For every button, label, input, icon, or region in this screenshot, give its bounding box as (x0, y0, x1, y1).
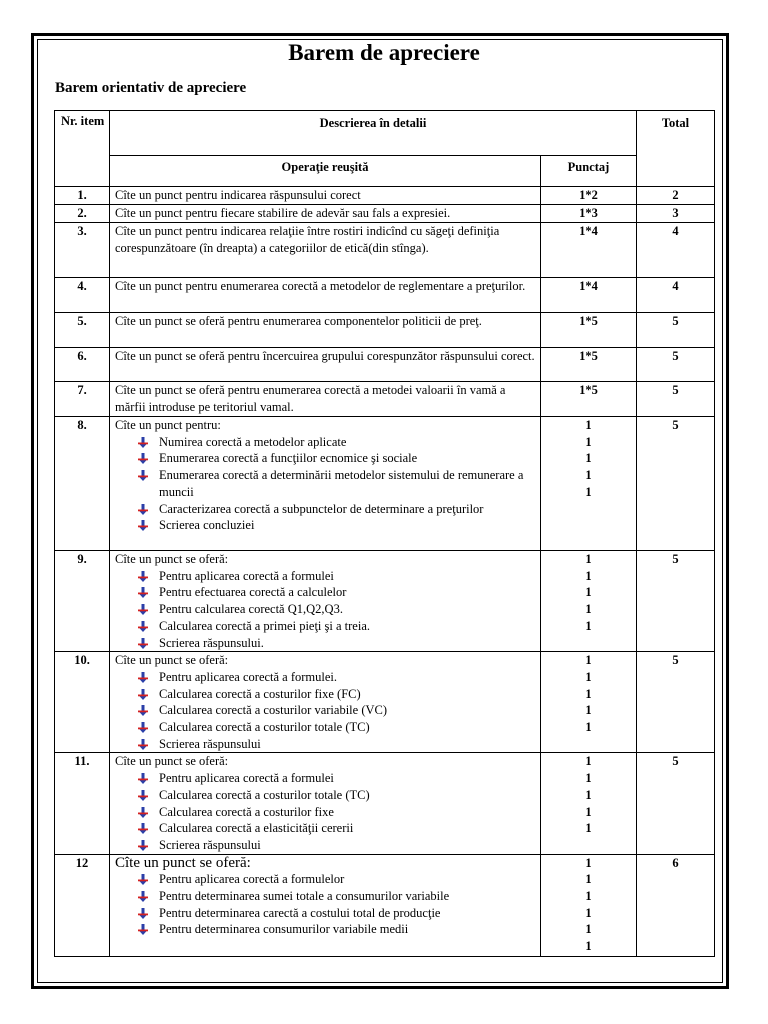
criteria-item (138, 888, 536, 905)
arrow-down-bullet-icon (138, 453, 148, 464)
criteria-text: Scrierea răspunsului (159, 736, 261, 751)
item-description (110, 551, 541, 652)
criteria-text: Scrierea răspunsului (159, 837, 261, 852)
item-total: 6 (637, 854, 715, 956)
item-punctaj: 1*4 (541, 223, 637, 278)
criteria-item (138, 770, 536, 787)
arrow-down-bullet-icon (138, 739, 148, 750)
arrow-down-bullet-icon (138, 689, 148, 700)
item-total: 2 (637, 187, 715, 205)
arrow-down-bullet-icon (138, 773, 148, 784)
item-number: 8. (55, 417, 110, 551)
punctaj-value: 1 (585, 905, 592, 920)
item-number: 7. (55, 382, 110, 417)
criteria-item (138, 837, 536, 854)
table-row (55, 348, 715, 382)
criteria-text: Enumerarea corectă a funcţiilor ecnomice şi sociale (159, 451, 418, 466)
criteria-text: Calcularea corectă a costurilor totale (TC) (159, 720, 370, 735)
table-row (55, 652, 715, 753)
criteria-item (138, 804, 536, 821)
criteria-item (138, 871, 536, 888)
page-title: Barem de apreciere (288, 40, 480, 65)
punctaj-value: 1 (585, 484, 592, 499)
punctaj-value: 1 (585, 855, 592, 870)
item-intro: Cîte un punct pentru: (115, 418, 221, 432)
punctaj-value: 1 (585, 889, 592, 904)
item-intro: Cîte un punct se oferă: (115, 653, 229, 668)
item-number: 11. (55, 753, 110, 854)
criteria-text: Calcularea corectă a costurilor fixe (FC) (159, 686, 361, 701)
item-number: 2. (55, 205, 110, 223)
criteria-item (138, 905, 536, 922)
arrow-down-bullet-icon (138, 587, 148, 598)
arrow-down-bullet-icon (138, 437, 148, 448)
punctaj-value: 1 (585, 771, 592, 786)
item-punctaj (541, 551, 637, 652)
criteria-text: Caracterizarea corectă a subpunctelor de determinare a preţurilor (159, 501, 484, 516)
arrow-down-bullet-icon (138, 705, 148, 716)
punctaj-value: 1 (585, 434, 592, 449)
item-description (110, 854, 541, 956)
criteria-text: Pentru determinarea carectă a costului total de producţie (159, 905, 441, 920)
criteria-list (115, 568, 536, 652)
item-punctaj: 1*2 (541, 187, 637, 205)
item-total: 5 (637, 382, 715, 417)
arrow-down-bullet-icon (138, 924, 148, 935)
punctaj-value: 1 (585, 418, 592, 432)
punctaj-value: 1 (585, 585, 592, 600)
punctaj-value: 1 (585, 703, 592, 718)
header-total: Total (637, 111, 715, 187)
punctaj-value: 1 (585, 939, 592, 954)
criteria-text: Calcularea corectă a costurilor fixe (159, 804, 334, 819)
criteria-list (115, 770, 536, 854)
criteria-text: Enumerarea corectă a determinării metodelor sistemului de remunerare a muncii (159, 468, 524, 499)
arrow-down-bullet-icon (138, 604, 148, 615)
item-total: 5 (637, 753, 715, 854)
arrow-down-bullet-icon (138, 840, 148, 851)
punctaj-value: 1 (585, 754, 592, 769)
item-number: 3. (55, 223, 110, 278)
header-punctaj: Punctaj (541, 156, 637, 187)
criteria-text: Calcularea corectă a primei pieţi şi a treia. (159, 618, 370, 633)
table-row (55, 753, 715, 854)
item-total: 5 (637, 417, 715, 551)
table-row (55, 278, 715, 313)
item-punctaj (541, 854, 637, 956)
criteria-item (138, 517, 536, 534)
criteria-item (138, 669, 536, 686)
criteria-text: Pentru aplicarea corectă a formulei (159, 568, 334, 583)
item-intro: Cîte un punct se oferă: (115, 754, 229, 769)
header-description: Descrierea în detalii (110, 111, 637, 156)
criteria-text: Pentru efectuarea corectă a calculelor (159, 585, 347, 600)
criteria-item (138, 736, 536, 753)
item-number: 4. (55, 278, 110, 313)
criteria-text: Scrierea concluziei (159, 518, 255, 533)
page-subtitle: Barem orientativ de apreciere (55, 80, 247, 96)
criteria-item (138, 434, 536, 451)
item-punctaj: 1*5 (541, 313, 637, 348)
item-description: Cîte un punct pentru indicarea relaţiie între rostiri indicînd cu săgeţi definiţia corespunzătoare (în dreapta) a categoriilor de etică(din stînga). (110, 223, 541, 278)
punctaj-value: 1 (585, 552, 592, 566)
criteria-text: Pentru calcularea corectă Q1,Q2,Q3. (159, 602, 343, 617)
item-description (110, 652, 541, 753)
criteria-list (115, 434, 536, 534)
item-total: 4 (637, 278, 715, 313)
arrow-down-bullet-icon (138, 874, 148, 885)
table-row (55, 551, 715, 652)
arrow-down-bullet-icon (138, 823, 148, 834)
punctaj-value: 1 (585, 872, 592, 887)
punctaj-value: 1 (585, 804, 592, 819)
item-number: 12 (55, 854, 110, 956)
arrow-down-bullet-icon (138, 470, 148, 481)
item-description (110, 753, 541, 854)
criteria-text: Pentru determinarea consumurilor variabile medii (159, 922, 409, 937)
item-number: 6. (55, 348, 110, 382)
item-intro: Cîte un punct se oferă: (115, 854, 251, 871)
punctaj-value: 1 (585, 686, 592, 701)
criteria-text: Pentru aplicarea corectă a formulei. (159, 669, 338, 684)
punctaj-value: 1 (585, 821, 592, 836)
item-punctaj: 1*5 (541, 348, 637, 382)
table-row (55, 313, 715, 348)
criteria-item (138, 618, 536, 635)
item-description: Cîte un punct pentru enumerarea corectă a metodelor de reglementare a preţurilor. (110, 278, 541, 313)
arrow-down-bullet-icon (138, 621, 148, 632)
item-total: 4 (637, 223, 715, 278)
barem-table (54, 110, 715, 957)
criteria-text: Numirea corectă a metodelor aplicate (159, 434, 347, 449)
punctaj-value: 1 (585, 720, 592, 735)
arrow-down-bullet-icon (138, 807, 148, 818)
table-row (55, 187, 715, 205)
item-description: Cîte un punct se oferă pentru încercuirea grupului corespunzător răspunsului corect. (110, 348, 541, 382)
criteria-item (138, 719, 536, 736)
criteria-item (138, 921, 536, 938)
table-row (55, 417, 715, 551)
item-description: Cîte un punct se oferă pentru enumerarea corectă a metodei valoarii în vamă a mărfii introduse pe teritoriul vamal. (110, 382, 541, 417)
item-punctaj: 1*5 (541, 382, 637, 417)
criteria-item (138, 787, 536, 804)
criteria-text: Calcularea corectă a costurilor variabile (VC) (159, 703, 388, 718)
criteria-item (138, 467, 536, 500)
header-nr: Nr. item (55, 111, 110, 187)
item-punctaj: 1*3 (541, 205, 637, 223)
punctaj-value: 1 (585, 618, 592, 633)
item-total: 5 (637, 313, 715, 348)
criteria-item (138, 584, 536, 601)
item-total: 5 (637, 348, 715, 382)
punctaj-value: 1 (585, 602, 592, 617)
item-intro: Cîte un punct se oferă: (115, 552, 229, 566)
arrow-down-bullet-icon (138, 520, 148, 531)
item-number: 5. (55, 313, 110, 348)
punctaj-value: 1 (585, 451, 592, 466)
criteria-item (138, 686, 536, 703)
item-punctaj (541, 753, 637, 854)
arrow-down-bullet-icon (138, 891, 148, 902)
criteria-text: Pentru aplicarea corectă a formulei (159, 771, 334, 786)
punctaj-value: 1 (585, 669, 592, 684)
criteria-text: Pentru aplicarea corectă a formulelor (159, 872, 345, 887)
table-row (55, 205, 715, 223)
criteria-text: Scrierea răspunsului. (159, 635, 264, 650)
criteria-item (138, 501, 536, 518)
item-total: 5 (637, 652, 715, 753)
table-row (55, 854, 715, 956)
arrow-down-bullet-icon (138, 571, 148, 582)
criteria-item (138, 820, 536, 837)
table-row (55, 382, 715, 417)
table-row (55, 223, 715, 278)
item-punctaj (541, 417, 637, 551)
item-punctaj: 1*4 (541, 278, 637, 313)
punctaj-value: 1 (585, 787, 592, 802)
punctaj-value: 1 (585, 922, 592, 937)
criteria-list (115, 871, 536, 938)
arrow-down-bullet-icon (138, 908, 148, 919)
punctaj-value: 1 (585, 468, 592, 483)
criteria-text: Calcularea corectă a elasticităţii cererii (159, 821, 354, 836)
arrow-down-bullet-icon (138, 790, 148, 801)
arrow-down-bullet-icon (138, 638, 148, 649)
item-total: 5 (637, 551, 715, 652)
criteria-item (138, 635, 536, 652)
criteria-list (115, 669, 536, 753)
arrow-down-bullet-icon (138, 722, 148, 733)
punctaj-value: 1 (585, 653, 592, 668)
item-description: Cîte un punct se oferă pentru enumerarea componentelor politicii de preţ. (110, 313, 541, 348)
criteria-text: Pentru determinarea sumei totale a consumurilor variabile (159, 889, 450, 904)
item-number: 10. (55, 652, 110, 753)
criteria-item (138, 702, 536, 719)
criteria-item (138, 601, 536, 618)
item-description (110, 417, 541, 551)
header-operatie: Operaţie reuşită (110, 156, 541, 187)
item-punctaj (541, 652, 637, 753)
criteria-item (138, 450, 536, 467)
item-number: 9. (55, 551, 110, 652)
criteria-item (138, 568, 536, 585)
criteria-text: Calcularea corectă a costurilor totale (TC) (159, 787, 370, 802)
item-number: 1. (55, 187, 110, 205)
item-description: Cîte un punct pentru indicarea răspunsului corect (110, 187, 541, 205)
item-total: 3 (637, 205, 715, 223)
arrow-down-bullet-icon (138, 504, 148, 515)
item-description: Cîte un punct pentru fiecare stabilire de adevăr sau fals a expresiei. (110, 205, 541, 223)
punctaj-value: 1 (585, 568, 592, 583)
arrow-down-bullet-icon (138, 672, 148, 683)
